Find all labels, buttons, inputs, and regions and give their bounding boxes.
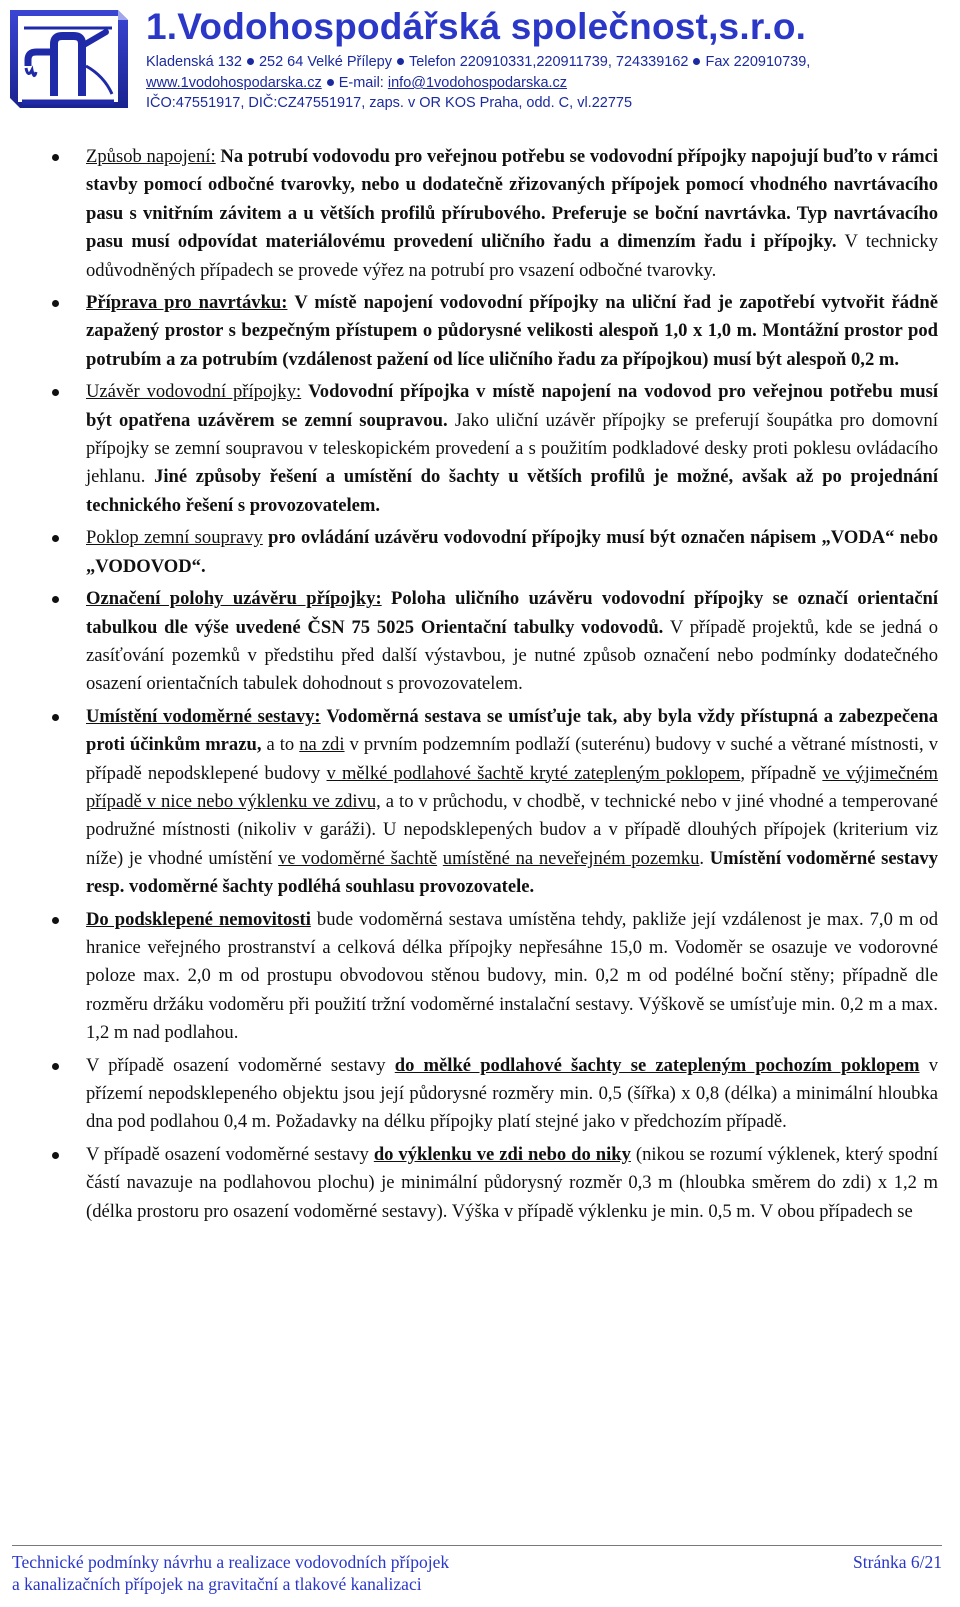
list-item — [86, 1141, 938, 1226]
item-underlined-text: umístěné na neveřejném pozemku — [442, 847, 700, 869]
item-bold-text: pro ovládání uzávěru vodovodní přípojky musí být označen nápisem „VODA“ nebo „VODOVOD“. — [86, 527, 938, 577]
item-underlined-text: ve výjimečném případě v nice nebo výklenku ve zdivu, — [86, 762, 938, 812]
item-heading: Do podsklepené nemovitosti — [86, 908, 311, 930]
document-body — [86, 143, 938, 1230]
address: Kladenská 132 — [146, 54, 242, 70]
web-line — [146, 75, 567, 91]
item-bold-text: Vodovodní přípojka v místě napojení na vodovod pro veřejnou potřebu musí být opatřena uzávěrem se zemní soupravou. — [86, 381, 938, 431]
bullet-dot-icon — [693, 58, 700, 65]
email-link[interactable]: info@1vodohospodarska.cz — [387, 75, 568, 91]
item-bold-text-2: Umístění vodoměrné sestavy resp. vodoměrné šachty podléhá souhlasu provozovatele. — [86, 847, 938, 898]
item-heading: do mělké podlahové šachty se zatepleným pochozím poklopem — [394, 1054, 920, 1076]
list-item — [86, 906, 938, 1048]
city: 252 64 Velké Přílepy — [258, 54, 392, 70]
footer-title-line-2: a kanalizačních přípojek na gravitační a tlakové kanalizaci — [12, 1574, 422, 1594]
item-text: Jako uliční uzávěr přípojky se preferují šoupátka pro domovní přípojky se zemní soupravou v teleskopickém provedení a s použitím podkladové desky proti poklesu ovládacího jehlanu. — [86, 409, 939, 488]
registration-line: IČO:47551917, DIČ:CZ47551917, zaps. v OR KOS Praha, odd. C, vl.22775 — [146, 95, 633, 111]
email-label: E-mail: — [338, 75, 384, 91]
item-underlined-text: na zdi — [299, 734, 345, 756]
item-bold-text: Na potrubí vodovodu pro veřejnou potřebu se vodovodní přípojky napojují buďto v rámci stavby pomocí odbočné tvarovky, nebo u dodatečně zřizovaných přípojek pomocí vhodného navrtávacího pasu s vnitřním závitem a u větších profilů přírubového. Preferuje se boční navrtávka. Typ navrtávacího pasu musí odpovídat materiálovému provedení uličního řadu a dimenzím řadu i přípojky. — [86, 146, 939, 253]
list-item — [86, 143, 938, 285]
item-heading: Poklop zemní soupravy — [86, 527, 263, 549]
item-text: v přízemí nepodsklepeného objektu jsou její půdorysné rozměry min. 0,5 (šířka) x 0,8 (délka) a minimální hloubka dna pod podlahou 0,4 m. Požadavky na délku přípojky platí stejné jako v předchozím případě. — [86, 1054, 938, 1133]
item-heading: Způsob napojení: — [86, 146, 216, 167]
item-heading: Příprava pro navrtávku: — [86, 292, 288, 314]
item-heading: Umístění vodoměrné sestavy: — [86, 705, 321, 727]
website-link[interactable]: www.1vodohospodarska.cz — [146, 75, 322, 91]
item-bold-text: V místě napojení vodovodní přípojky na uliční řad je zapotřebí vytvořit řádně zapažený prostor s bezpečným přístupem o půdorysné velikosti alespoň 1,0 x 1,0 m. Montážní prostor pod potrubím a za potrubím (vzdálenost pažení od líce uličního řadu za přípojkou) musí být alespoň 0,2 m. — [86, 292, 938, 370]
fax: Fax 220910739, — [705, 54, 811, 70]
page-number: Stránka 6/21 — [853, 1552, 942, 1572]
phone: Telefon 220910331,220911739, 724339162 — [408, 54, 689, 70]
bullet-dot-icon — [397, 58, 404, 65]
page-footer — [12, 1551, 942, 1595]
item-bold-text: Vodoměrná sestava se umísťuje tak, aby byla vždy přístupná a zabezpečena proti účinkům mrazu, — [86, 705, 938, 756]
conditions-list — [86, 143, 938, 1226]
list-item — [86, 585, 938, 699]
letterhead — [0, 0, 960, 118]
item-bold-text: Poloha uličního uzávěru vodovodní přípojky se označí orientační tabulkou dle výše uvedené ČSN 75 5025 Orientační tabulky vodovodů. — [86, 588, 938, 638]
item-text: bude vodoměrná sestava umístěna tehdy, pakliže její vzdálenost je max. 7,0 m od hranice veřejného prostranství a celková délka přípojky nepřesáhne 15,0 m. Vodoměr se osazuje ve vodorovné poloze max. 2,0 m od prostupu obvodovou stěnou budovy, min. 0,2 m od podélné boční stěny; případně dle rozměru držáku vodoměru při použití tržní vodoměrné instalační sestavy. Výškově se umísťuje min. 0,2 m a max. 1,2 m nad podlahou. — [86, 908, 938, 1044]
item-text: . — [699, 847, 705, 869]
list-item — [86, 703, 938, 902]
item-heading: Označení polohy uzávěru přípojky: — [86, 588, 382, 610]
item-heading: do výklenku ve zdi nebo do niky — [373, 1143, 631, 1165]
list-item — [86, 378, 938, 520]
item-lead: V případě osazení vodoměrné sestavy — [86, 1054, 386, 1076]
footer-title-line-1: Technické podmínky návrhu a realizace vodovodních přípojek — [12, 1552, 450, 1572]
item-text: V případě projektů, kde se jedná o zasíťování pozemků v předstihu před další výstavbou, je nutné způsob označení nebo podmínky dodatečného osazení orientačních tabulek dohodnout s provozovatelem. — [86, 616, 939, 695]
water-pump-logo-icon — [6, 6, 130, 110]
contact-line — [146, 54, 810, 70]
company-name: 1.Vodohospodářská společnost,s.r.o. — [146, 6, 807, 47]
footer-divider — [12, 1545, 942, 1546]
item-heading: Uzávěr vodovodní přípojky: — [86, 381, 302, 403]
list-item — [86, 289, 938, 374]
item-lead: V případě osazení vodoměrné sestavy — [86, 1143, 369, 1165]
item-bold-text-2: Jiné způsoby řešení a umístění do šachty u větších profilů je možné, avšak až po projednání technického řešení s provozovatelem. — [86, 466, 938, 516]
item-underlined-text: ve vodoměrné šachtě — [278, 847, 438, 869]
item-text: a to v průchodu, v chodbě, v technické nebo v jiné vhodné a temperované podružné místnosti (nikoliv v garáži). U nepodsklepených budov a v případě dlouhých přípojek (kriterium viz níže) je vhodné umístění — [86, 790, 939, 869]
item-underlined-text: v mělké podlahové šachtě kryté zatepleným poklopem — [326, 762, 741, 784]
item-text: v prvním podzemním podlaží (suterénu) budovy v suché a větrané místnosti, v případě nepodsklepené budovy — [86, 734, 939, 784]
list-item — [86, 524, 938, 581]
item-text: (nikou se rozumí výklenek, který spodní částí navazuje na podlahovou plochu) je minimální půdorysný rozměr 0,3 m (hloubka směrem do zdi) x 1,2 m (délka prostoru pro osazení vodoměrné sestavy). Výška v případě výklenku je min. 0,5 m. V obou případech se — [86, 1143, 938, 1222]
bullet-dot-icon — [327, 79, 334, 86]
item-text: a to — [266, 734, 295, 756]
bullet-dot-icon — [247, 58, 254, 65]
list-item — [86, 1052, 938, 1137]
item-text: V technicky odůvodněných případech se provede výřez na potrubí pro vsazení odbočné tvarovky. — [86, 231, 939, 281]
item-text: , případně — [740, 762, 817, 784]
